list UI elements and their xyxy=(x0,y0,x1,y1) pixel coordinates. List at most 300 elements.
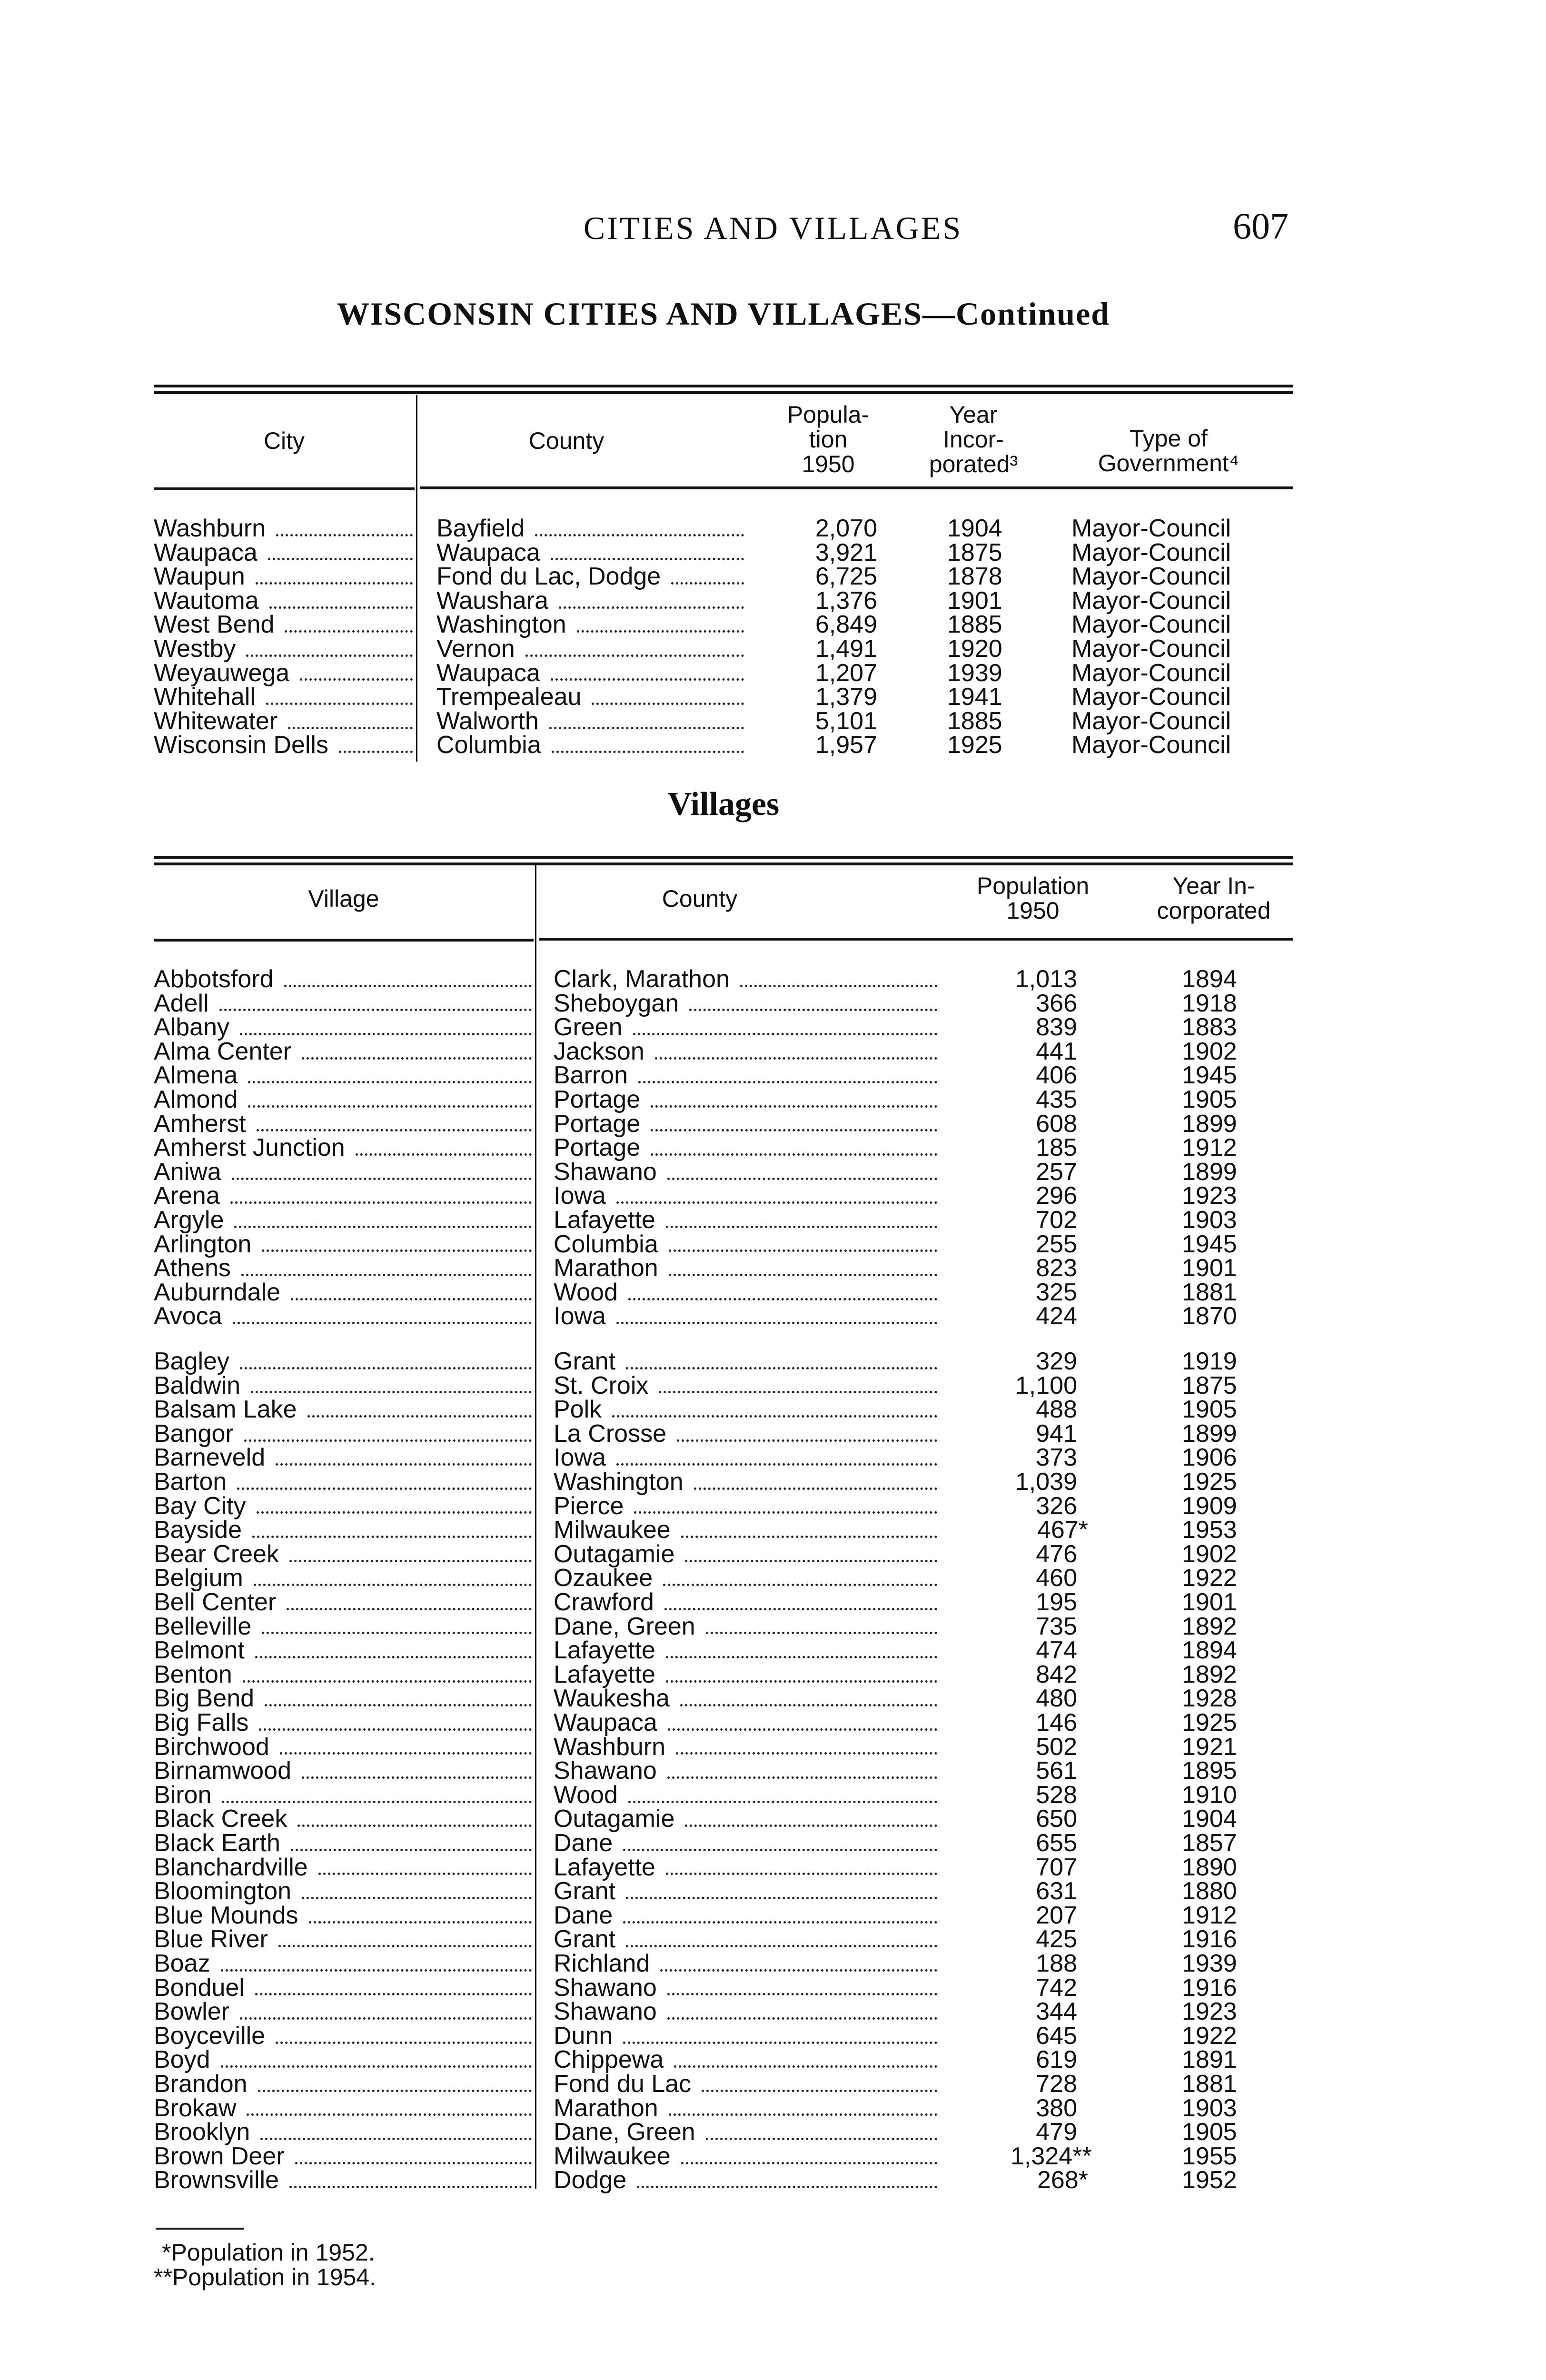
county-name xyxy=(554,2168,939,2192)
dot-leader xyxy=(549,727,744,729)
dot-leader xyxy=(551,558,744,560)
village-name-text: Amherst Junction xyxy=(154,1134,345,1162)
county-name xyxy=(554,1660,939,1688)
village-name xyxy=(154,1711,534,1735)
dot-leader xyxy=(633,1033,937,1035)
population-text: 1,039 xyxy=(1015,1468,1077,1496)
county-name-text: Barron xyxy=(554,1061,628,1090)
village-name xyxy=(154,1566,534,1590)
population: 2,070 xyxy=(815,515,877,542)
year-incorporated: 1939 xyxy=(1182,1950,1237,1977)
village-name xyxy=(154,1304,534,1329)
population xyxy=(982,2000,1077,2024)
village-name xyxy=(154,1927,534,1952)
dot-leader xyxy=(268,558,413,560)
county-name-text: Polk xyxy=(554,1396,602,1424)
population-text: 655 xyxy=(1036,1829,1077,1857)
table-row xyxy=(154,586,1293,615)
village-name-text: Abbotsford xyxy=(154,965,274,993)
county-name-text: Iowa xyxy=(554,1444,606,1472)
county-name-text: Dane, Green xyxy=(554,2118,695,2146)
dot-leader xyxy=(669,1250,937,1252)
page-title: WISCONSIN CITIES AND VILLAGES—Continued xyxy=(337,296,1110,332)
table-row xyxy=(154,1590,1293,1615)
population-text: 268* xyxy=(1037,2166,1088,2194)
county-name-text: Columbia xyxy=(436,731,541,759)
table-row xyxy=(154,2144,1293,2169)
village-name-text: Bagley xyxy=(154,1348,229,1375)
city-name xyxy=(154,661,415,685)
dot-leader xyxy=(254,1584,532,1586)
population xyxy=(982,1638,1077,1663)
dot-leader xyxy=(244,1439,532,1442)
table-row xyxy=(154,516,1293,541)
population-text: 467* xyxy=(1037,1516,1088,1544)
year-incorporated: 1909 xyxy=(1182,1492,1237,1520)
city-name-text: Wisconsin Dells xyxy=(154,731,328,759)
running-head: CITIES AND VILLAGES xyxy=(583,210,963,246)
population xyxy=(982,1446,1077,1470)
county-name xyxy=(554,1349,939,1374)
dot-leader xyxy=(577,630,744,633)
county-name-text: Jackson xyxy=(554,1037,644,1065)
col-header-county: County xyxy=(528,427,605,454)
population-text: 441 xyxy=(1036,1037,1077,1065)
year-incorporated: 1901 xyxy=(1182,1588,1237,1616)
county-name xyxy=(554,1446,939,1470)
dot-leader xyxy=(706,2138,937,2140)
county-name xyxy=(554,1015,939,1040)
county-name xyxy=(554,1612,939,1640)
county-name xyxy=(436,709,746,734)
dot-leader xyxy=(667,1178,937,1180)
year-incorporated: 1945 xyxy=(1182,1230,1237,1258)
dot-leader xyxy=(637,2186,937,2188)
village-name-text: Albany xyxy=(154,1013,229,1041)
village-name-text: Amherst xyxy=(154,1110,246,1138)
village-name xyxy=(154,1398,534,1422)
dot-leader xyxy=(318,1873,532,1875)
dot-leader xyxy=(248,1081,532,1083)
city-name-text: Waupaca xyxy=(154,538,258,566)
village-name-text: Brokaw xyxy=(154,2094,237,2122)
population-text: 344 xyxy=(1036,1998,1077,2026)
county-name xyxy=(554,1952,939,1976)
village-name xyxy=(154,1088,534,1112)
table-row xyxy=(154,1112,1293,1136)
county-name xyxy=(554,1735,939,1759)
population-text: 188 xyxy=(1036,1950,1077,1977)
population-text: 380 xyxy=(1036,2094,1077,2122)
dot-leader xyxy=(234,1226,532,1228)
dot-leader xyxy=(612,1415,937,1418)
population xyxy=(982,1952,1077,1976)
population xyxy=(982,2120,1077,2144)
dot-leader xyxy=(289,2186,532,2188)
year-incorporated: 1870 xyxy=(1182,1302,1237,1330)
county-name xyxy=(554,1831,939,1855)
county-name xyxy=(554,1470,939,1494)
dot-leader xyxy=(525,654,744,657)
table-row xyxy=(154,1232,1293,1257)
village-name-text: Birnamwood xyxy=(154,1757,292,1785)
header-rule xyxy=(420,486,1293,489)
county-name-text: Shawano xyxy=(554,1973,657,2002)
population xyxy=(982,1831,1077,1855)
table-row xyxy=(154,1419,1293,1448)
dot-leader xyxy=(251,1391,532,1393)
table-row xyxy=(154,1759,1293,1783)
year-incorporated: 1903 xyxy=(1182,2094,1237,2122)
village-name xyxy=(154,2168,534,2192)
population xyxy=(982,1590,1077,1615)
dot-leader xyxy=(634,1511,937,1514)
table-top-rule xyxy=(154,863,1293,865)
county-name-text: Outagamie xyxy=(554,1540,675,1568)
village-name xyxy=(154,1256,534,1280)
year-incorporated: 1925 xyxy=(947,731,1002,759)
table-row xyxy=(154,1208,1293,1232)
county-name-text: Portage xyxy=(554,1086,641,1113)
government-type: Mayor-Council xyxy=(1071,538,1231,566)
year-incorporated: 1902 xyxy=(1182,1037,1237,1065)
village-name-text: Barneveld xyxy=(154,1444,266,1472)
dot-leader xyxy=(297,1825,532,1827)
year-incorporated: 1939 xyxy=(947,659,1002,687)
year-incorporated: 1925 xyxy=(1182,1468,1237,1496)
village-name-text: Brown Deer xyxy=(154,2142,285,2170)
year-incorporated: 1910 xyxy=(1182,1781,1237,1809)
population xyxy=(982,1232,1077,1257)
village-name xyxy=(154,1136,534,1160)
county-name xyxy=(554,1160,939,1184)
year-incorporated: 1912 xyxy=(1182,1134,1237,1162)
county-name xyxy=(554,1371,939,1399)
table-row xyxy=(154,2072,1293,2096)
table-top-rule xyxy=(154,385,1293,387)
village-name-text: Boaz xyxy=(154,1950,210,1977)
city-name-text: Washburn xyxy=(154,515,266,542)
county-name xyxy=(436,516,746,541)
population xyxy=(982,1256,1077,1280)
county-name xyxy=(554,1638,939,1663)
county-name xyxy=(554,989,939,1017)
county-name-text: Wood xyxy=(554,1781,618,1809)
population xyxy=(982,1304,1077,1329)
year-incorporated: 1881 xyxy=(1182,1278,1237,1306)
table-row xyxy=(154,1952,1293,1976)
county-name xyxy=(436,586,746,615)
population-text: 1,324** xyxy=(1011,2142,1092,2170)
village-name xyxy=(154,1831,534,1855)
header-rule xyxy=(154,939,534,942)
table-row xyxy=(154,538,1293,566)
county-name-text: Waupaca xyxy=(436,659,540,687)
table-row xyxy=(154,989,1293,1017)
dot-leader xyxy=(243,1680,532,1683)
city-name-text: Wautoma xyxy=(154,586,259,615)
table-row xyxy=(154,1879,1293,1904)
county-name-text: Dane xyxy=(554,1829,613,1857)
dot-leader xyxy=(221,1969,532,1972)
dot-leader xyxy=(339,751,413,753)
dot-leader xyxy=(276,1463,532,1466)
county-name xyxy=(554,1063,939,1088)
village-name xyxy=(154,1470,534,1494)
village-name xyxy=(154,1590,534,1615)
table-row xyxy=(154,1398,1293,1422)
table-row xyxy=(154,1088,1293,1112)
dot-leader xyxy=(246,654,413,657)
village-name xyxy=(154,1232,534,1257)
dot-leader xyxy=(309,1921,532,1924)
year-incorporated: 1875 xyxy=(1182,1371,1237,1399)
population xyxy=(982,1927,1077,1952)
village-name xyxy=(154,1660,534,1688)
table-top-rule xyxy=(154,856,1293,859)
county-name xyxy=(554,1518,939,1542)
county-name xyxy=(554,1256,939,1280)
county-name xyxy=(554,2048,939,2072)
year-incorporated: 1925 xyxy=(1182,1709,1237,1736)
population: 5,101 xyxy=(815,707,877,735)
header-rule xyxy=(154,487,415,490)
government-type: Mayor-Council xyxy=(1071,659,1231,687)
county-name-text: Pierce xyxy=(554,1492,624,1520)
dot-leader xyxy=(255,1993,532,1995)
population-text: 325 xyxy=(1036,1278,1077,1306)
dot-leader xyxy=(702,2090,937,2092)
village-name xyxy=(154,1518,534,1542)
year-incorporated: 1885 xyxy=(947,707,1002,735)
village-name-text: Belmont xyxy=(154,1636,245,1665)
dot-leader xyxy=(623,2042,937,2044)
population xyxy=(982,2142,1092,2170)
county-name-text: Iowa xyxy=(554,1302,606,1330)
year-incorporated: 1878 xyxy=(947,563,1002,591)
year-incorporated: 1904 xyxy=(947,515,1002,542)
population xyxy=(982,1494,1077,1518)
population xyxy=(982,1371,1077,1399)
table-row xyxy=(154,1371,1293,1399)
dot-leader xyxy=(623,1921,937,1924)
village-name-text: Big Bend xyxy=(154,1685,255,1713)
table-row xyxy=(154,565,1293,589)
county-name xyxy=(554,1566,939,1590)
population xyxy=(982,1612,1077,1640)
population xyxy=(982,2048,1077,2072)
village-name xyxy=(154,1855,534,1880)
county-name-text: Lafayette xyxy=(554,1636,655,1665)
village-name xyxy=(154,1759,534,1783)
dot-leader xyxy=(660,1969,937,1972)
village-name-text: Bay City xyxy=(154,1492,246,1520)
population-text: 1,100 xyxy=(1015,1371,1077,1399)
county-name xyxy=(554,967,939,992)
county-name xyxy=(554,1112,939,1136)
city-name-text: Whitewater xyxy=(154,707,278,735)
table-row xyxy=(154,1160,1293,1184)
population: 1,376 xyxy=(815,586,877,615)
county-name-text: Waupaca xyxy=(436,538,540,566)
population-text: 373 xyxy=(1036,1444,1077,1472)
village-name-text: Brooklyn xyxy=(154,2118,250,2146)
village-name-text: Belgium xyxy=(154,1564,243,1592)
village-name-text: Blanchardville xyxy=(154,1853,308,1881)
population xyxy=(982,2166,1088,2194)
county-name-text: Milwaukee xyxy=(554,2142,671,2170)
population xyxy=(982,1516,1088,1544)
dot-leader xyxy=(681,1536,937,1538)
dot-leader xyxy=(233,1322,532,1324)
table-row xyxy=(154,2096,1293,2121)
village-name xyxy=(154,1184,534,1208)
village-name xyxy=(154,1037,534,1065)
population-text: 842 xyxy=(1036,1660,1077,1688)
year-incorporated: 1922 xyxy=(1182,2022,1237,2050)
dot-leader xyxy=(552,751,744,753)
county-name-text: Dodge xyxy=(554,2166,627,2194)
year-incorporated: 1918 xyxy=(1182,989,1237,1017)
population-text: 650 xyxy=(1036,1805,1077,1833)
dot-leader xyxy=(252,1536,532,1538)
dot-leader xyxy=(240,1033,532,1035)
village-name xyxy=(154,1280,534,1305)
dot-leader xyxy=(680,1704,937,1706)
dot-leader xyxy=(667,2017,937,2020)
table-row xyxy=(154,1901,1293,1929)
year-incorporated: 1903 xyxy=(1182,1206,1237,1234)
county-name-text: Clark, Marathon xyxy=(554,965,730,993)
year-incorporated: 1919 xyxy=(1182,1348,1237,1375)
village-name-text: Belleville xyxy=(154,1612,252,1640)
city-name xyxy=(154,565,415,589)
population xyxy=(982,1470,1077,1494)
population xyxy=(982,2072,1077,2096)
county-name-text: Dane xyxy=(554,1901,613,1929)
village-name xyxy=(154,1112,534,1136)
population xyxy=(982,1855,1077,1880)
dot-leader xyxy=(706,1632,937,1634)
table-row xyxy=(154,2120,1293,2144)
population-text: 839 xyxy=(1036,1013,1077,1041)
city-name xyxy=(154,637,415,661)
population-text: 728 xyxy=(1036,2070,1077,2098)
county-name xyxy=(554,1973,939,2002)
table-row xyxy=(154,1686,1293,1711)
county-name xyxy=(436,661,746,685)
population xyxy=(982,1419,1077,1448)
county-name-text: Portage xyxy=(554,1134,641,1162)
col-header-county: County xyxy=(662,885,738,912)
dot-leader xyxy=(616,1322,937,1324)
population-text: 702 xyxy=(1036,1206,1077,1234)
col-header-population: Population 1950 xyxy=(976,873,1090,924)
government-type: Mayor-Council xyxy=(1071,586,1231,615)
dot-leader xyxy=(677,1439,937,1442)
year-incorporated: 1885 xyxy=(947,611,1002,639)
village-name-text: Bell Center xyxy=(154,1588,277,1616)
population xyxy=(982,2096,1077,2121)
population-text: 479 xyxy=(1036,2118,1077,2146)
dot-leader xyxy=(667,1993,937,1995)
table-row xyxy=(154,1136,1293,1160)
table-row xyxy=(154,1612,1293,1640)
table-row xyxy=(154,967,1293,992)
dot-leader xyxy=(241,1274,532,1276)
county-name-text: Lafayette xyxy=(554,1853,655,1881)
dot-leader xyxy=(269,606,413,609)
population-text: 296 xyxy=(1036,1182,1077,1210)
year-incorporated: 1904 xyxy=(1182,1805,1237,1833)
population-text: 502 xyxy=(1036,1733,1077,1761)
population-text: 366 xyxy=(1036,989,1077,1017)
table-row xyxy=(154,1855,1293,1880)
col-header-government: Type of Government⁴ xyxy=(1098,425,1239,476)
county-name-text: Waushara xyxy=(436,586,549,615)
dot-leader xyxy=(262,1632,532,1634)
county-name xyxy=(554,2072,939,2096)
population: 6,849 xyxy=(815,611,877,639)
population xyxy=(982,1037,1077,1065)
county-name-text: Columbia xyxy=(554,1230,658,1258)
dot-leader xyxy=(616,1463,937,1466)
county-name-text: Fond du Lac xyxy=(554,2070,692,2098)
city-name-text: Waupun xyxy=(154,563,245,591)
year-incorporated: 1916 xyxy=(1182,1973,1237,2002)
county-name-text: Richland xyxy=(554,1950,650,1977)
county-name xyxy=(554,1208,939,1232)
village-name xyxy=(154,1612,534,1640)
dot-leader xyxy=(651,1153,937,1156)
population xyxy=(982,1088,1077,1112)
population-text: 185 xyxy=(1036,1134,1077,1162)
village-name xyxy=(154,989,534,1017)
dot-leader xyxy=(240,2017,532,2020)
table-row xyxy=(154,1518,1293,1542)
village-name xyxy=(154,1735,534,1759)
year-incorporated: 1892 xyxy=(1182,1660,1237,1688)
population-text: 207 xyxy=(1036,1901,1077,1929)
population-text: 474 xyxy=(1036,1636,1077,1665)
county-name xyxy=(554,1711,939,1735)
table-row xyxy=(154,1494,1293,1518)
year-incorporated: 1916 xyxy=(1182,1925,1237,1954)
dot-leader xyxy=(626,1367,937,1369)
population-text: 435 xyxy=(1036,1086,1077,1113)
county-name xyxy=(554,1807,939,1831)
year-incorporated: 1901 xyxy=(1182,1254,1237,1282)
village-name xyxy=(154,1494,534,1518)
county-name-text: Ozaukee xyxy=(554,1564,653,1592)
county-name-text: Waupaca xyxy=(554,1709,657,1736)
population-text: 488 xyxy=(1036,1396,1077,1424)
government-type: Mayor-Council xyxy=(1071,635,1231,663)
dot-leader xyxy=(291,1298,532,1300)
dot-leader xyxy=(260,2138,532,2140)
table-row xyxy=(154,733,1293,757)
county-name-text: St. Croix xyxy=(554,1371,649,1399)
table-row xyxy=(154,613,1293,637)
dot-leader xyxy=(256,582,413,585)
dot-leader xyxy=(300,678,413,681)
village-name-text: Arlington xyxy=(154,1230,252,1258)
village-name xyxy=(154,1371,534,1399)
village-name xyxy=(154,2144,534,2169)
government-type: Mayor-Council xyxy=(1071,707,1231,735)
dot-leader xyxy=(287,1608,532,1610)
village-name-text: Almond xyxy=(154,1086,238,1113)
